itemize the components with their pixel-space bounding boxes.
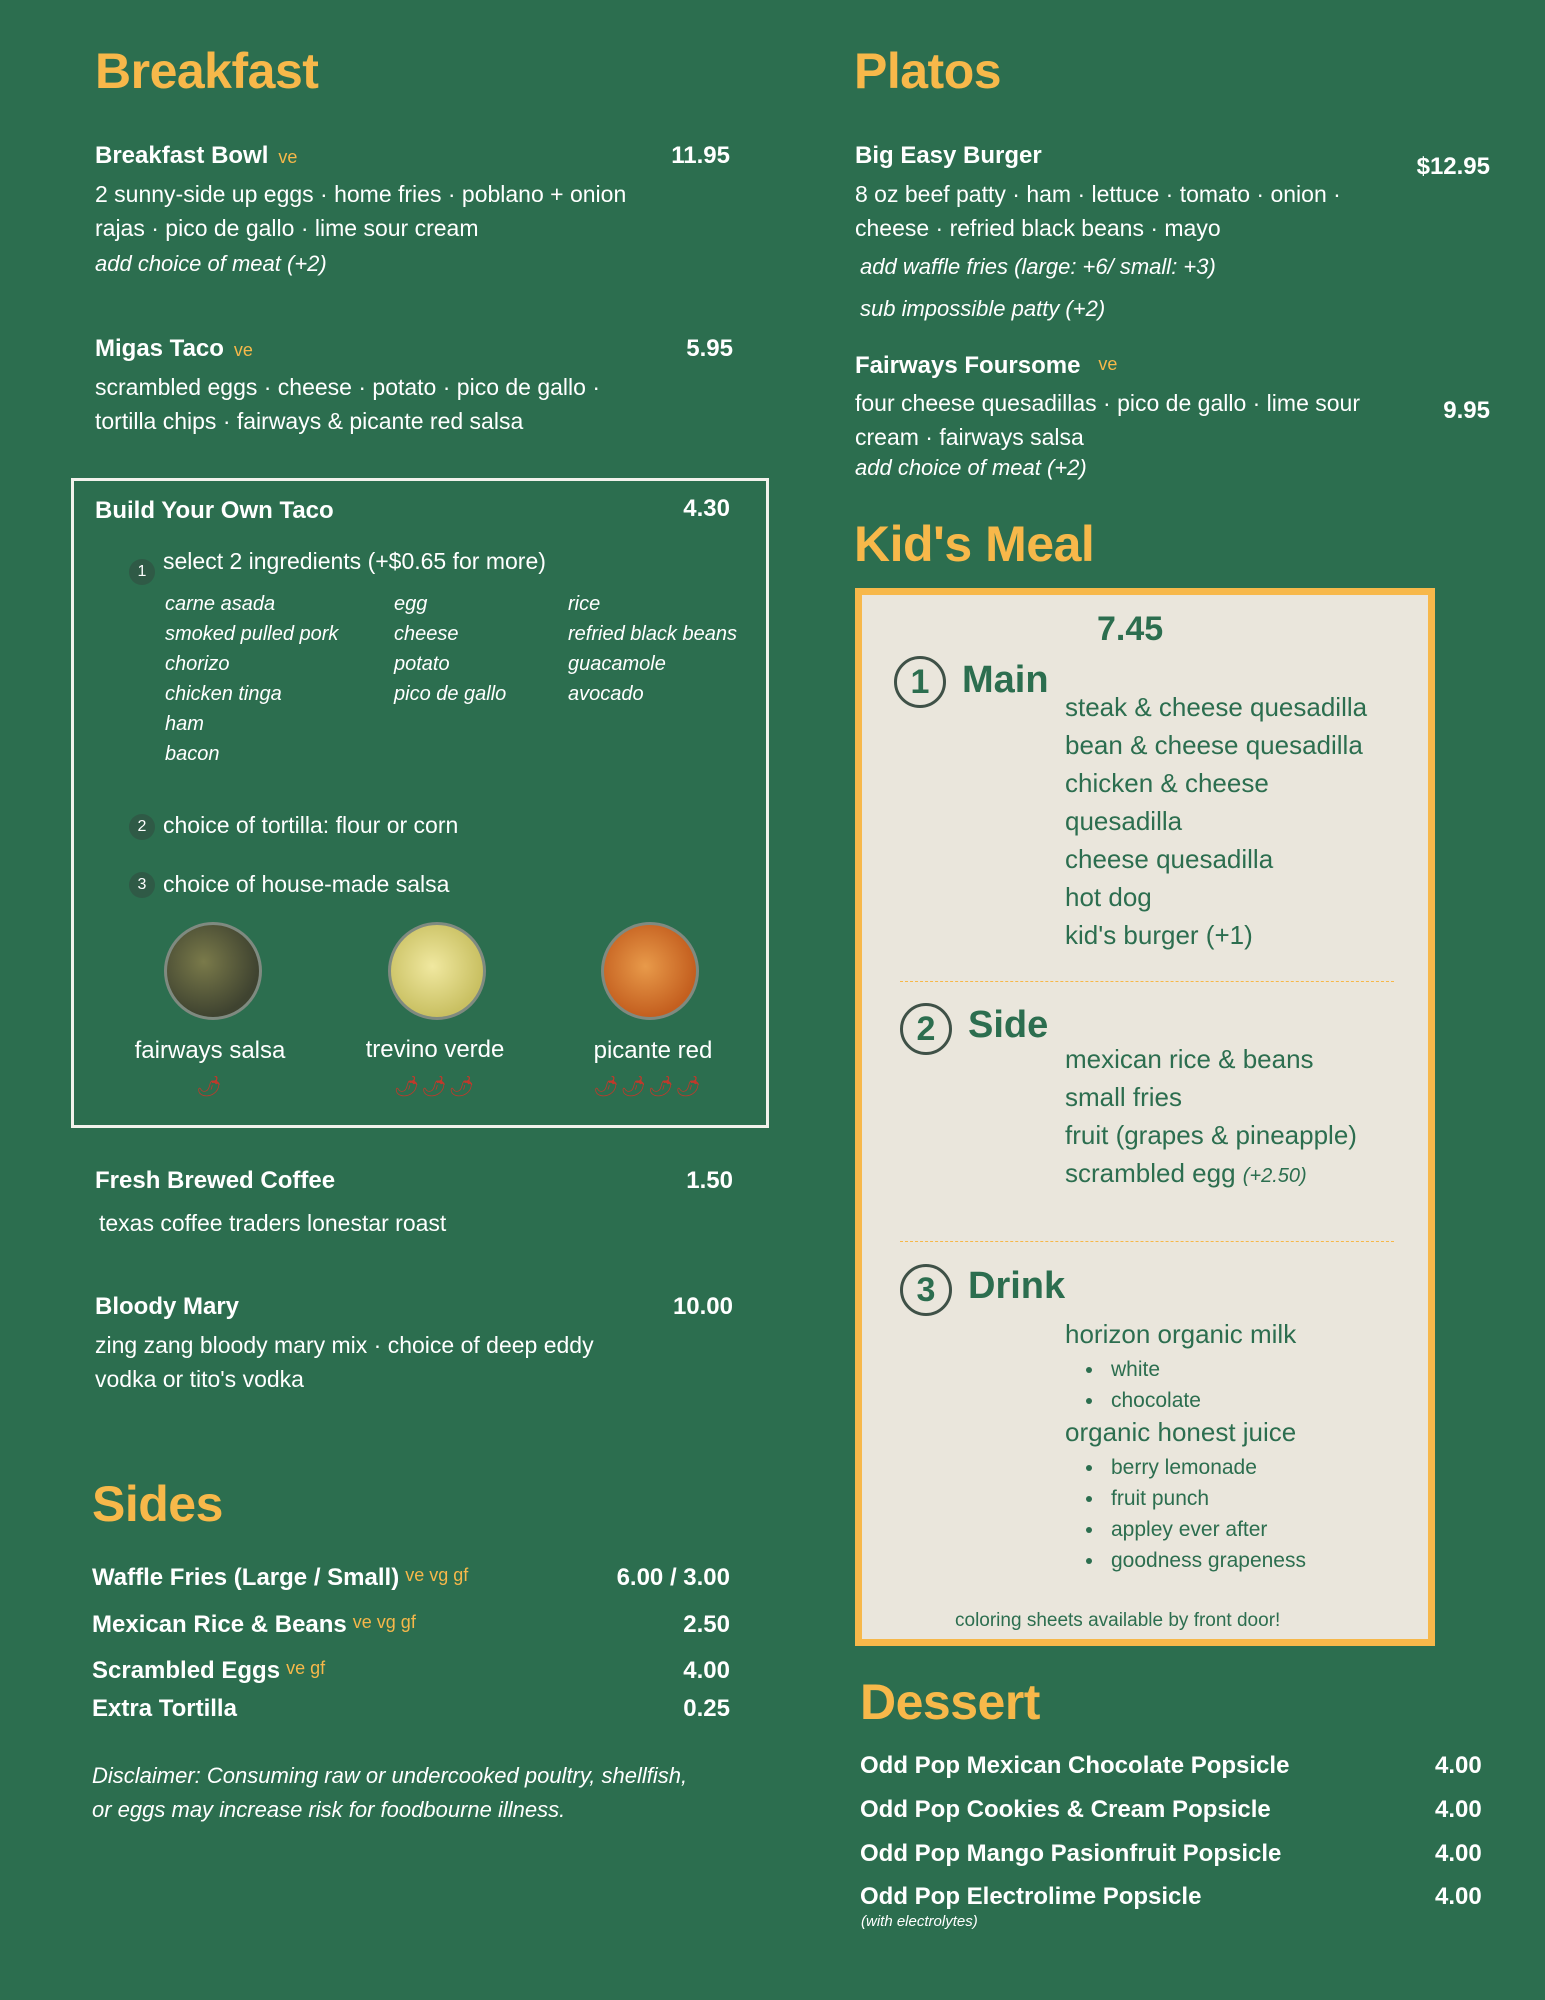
electrolime-note: (with electrolytes) <box>861 1913 978 1930</box>
list-item: kid's burger (+1) <box>1065 920 1253 950</box>
list-item: • white <box>1105 1354 1201 1385</box>
kids-main-number: 1 <box>894 656 946 708</box>
disclaimer: Disclaimer: Consuming raw or undercooked poultry, shellfish, or eggs may increase risk for foodbourne illness. <box>92 1763 688 1822</box>
byo-taco-price: 4.30 <box>683 495 730 522</box>
step-2-badge: 2 <box>129 814 155 840</box>
list-item: • appley ever after <box>1105 1514 1306 1545</box>
dessert-item-price: 4.00 <box>1435 1796 1482 1823</box>
kids-drink-number: 3 <box>900 1264 952 1316</box>
list-item-label: scrambled egg <box>1065 1158 1236 1188</box>
side-item-label: Extra Tortilla <box>92 1695 237 1722</box>
ingredient-item: guacamole <box>568 653 666 675</box>
platos-title: Platos <box>854 43 1002 99</box>
kids-meal-price: 7.45 <box>1097 610 1164 648</box>
dessert-item-price: 4.00 <box>1435 1752 1482 1779</box>
breakfast-bowl-label: Breakfast Bowl <box>95 142 269 169</box>
ingredient-item: smoked pulled pork <box>165 623 339 645</box>
picante-heat-peppers: 🌶🌶🌶🌶 <box>593 1076 703 1098</box>
fairways-foursome-name <box>855 352 1117 380</box>
ingredients-extras <box>568 589 737 709</box>
step-1-badge: 1 <box>129 559 155 585</box>
side-item-label: Waffle Fries (Large / Small) <box>92 1564 400 1591</box>
coffee-desc: texas coffee traders lonestar roast <box>99 1210 447 1236</box>
big-easy-burger-price: $12.95 <box>1416 153 1490 180</box>
big-easy-burger-desc: 8 oz beef patty · ham · lettuce · tomato · onion · cheese · refried black beans · mayo <box>855 181 1341 241</box>
breakfast-bowl-price: 11.95 <box>671 142 730 169</box>
side-item <box>92 1695 237 1723</box>
step-2-text: choice of tortilla: flour or corn <box>163 812 459 838</box>
list-item: mexican rice & beans <box>1065 1044 1314 1074</box>
side-item <box>92 1611 416 1639</box>
migas-taco-desc: scrambled eggs · cheese · potato · pico de gallo · tortilla chips · fairways & picante red salsa <box>95 374 600 434</box>
byo-taco-name: Build Your Own Taco <box>95 497 334 524</box>
coffee-price: 1.50 <box>686 1167 733 1194</box>
migas-taco-tag: ve <box>233 340 253 360</box>
kids-juice-list <box>1065 1452 1306 1576</box>
side-item-price: 6.00 / 3.00 <box>616 1564 730 1591</box>
picante-red-label: picante red <box>593 1037 713 1064</box>
picante-red-image <box>601 922 699 1020</box>
dessert-item: Odd Pop Electrolime Popsicle <box>860 1883 1202 1910</box>
list-item <box>1065 1154 1357 1195</box>
list-item: • goodness grapeness <box>1105 1545 1306 1576</box>
big-easy-burger-name: Big Easy Burger <box>855 142 1042 169</box>
list-item: fruit (grapes & pineapple) <box>1065 1120 1357 1150</box>
build-your-own-taco-box <box>71 478 769 1128</box>
side-item-tag: ve vg gf <box>352 1612 416 1632</box>
fairways-foursome-price: 9.95 <box>1443 397 1490 424</box>
bloody-mary-desc: zing zang bloody mary mix · choice of deep eddy vodka or tito's vodka <box>95 1332 594 1392</box>
side-item-label: Scrambled Eggs <box>92 1657 281 1684</box>
kids-side-list <box>1065 1040 1357 1195</box>
side-item-price: 2.50 <box>683 1611 730 1638</box>
side-item-tag: ve gf <box>286 1658 326 1678</box>
coffee-name: Fresh Brewed Coffee <box>95 1167 336 1194</box>
breakfast-bowl-name <box>95 142 297 170</box>
list-item-note: (+2.50) <box>1242 1165 1307 1187</box>
ingredient-item: carne asada <box>165 593 276 615</box>
list-item: quesadilla <box>1065 806 1183 836</box>
kids-milk-list <box>1065 1354 1201 1416</box>
dessert-item: Odd Pop Mango Pasionfruit Popsicle <box>860 1840 1282 1867</box>
kids-side-number: 2 <box>900 1003 952 1055</box>
ingredient-item: potato <box>394 653 450 675</box>
ingredient-item: rice <box>568 593 601 615</box>
bloody-mary-price: 10.00 <box>672 1293 733 1320</box>
breakfast-bowl-note: add choice of meat (+2) <box>95 251 327 276</box>
kids-drink-heading: Drink <box>968 1265 1066 1307</box>
step-3-badge: 3 <box>129 872 155 898</box>
dessert-item: Odd Pop Mexican Chocolate Popsicle <box>860 1752 1290 1779</box>
breakfast-bowl-tag: ve <box>278 147 298 167</box>
list-item: bean & cheese quesadilla <box>1065 730 1363 760</box>
sides-title: Sides <box>92 1476 223 1532</box>
list-item: • fruit punch <box>1105 1483 1306 1514</box>
breakfast-title: Breakfast <box>95 43 319 99</box>
trevino-heat-peppers: 🌶🌶🌶 <box>393 1076 477 1098</box>
side-item-label: Mexican Rice & Beans <box>92 1611 347 1638</box>
step-3-text: choice of house-made salsa <box>163 871 450 897</box>
list-item: cheese quesadilla <box>1065 844 1274 874</box>
fairways-heat-peppers: 🌶 <box>196 1076 224 1098</box>
list-item: • berry lemonade <box>1105 1452 1306 1483</box>
list-item: steak & cheese quesadilla <box>1065 692 1368 722</box>
dessert-item-price: 4.00 <box>1435 1883 1482 1910</box>
big-easy-burger-note-patty: sub impossible patty (+2) <box>860 296 1106 321</box>
ingredient-item: refried black beans <box>568 623 737 645</box>
kids-main-list <box>1065 688 1367 954</box>
side-item-tag: ve vg gf <box>405 1565 469 1585</box>
ingredients-meats <box>165 589 338 769</box>
ingredient-item: egg <box>394 593 428 615</box>
kids-footer-note: coloring sheets available by front door! <box>955 1610 1281 1631</box>
side-item <box>92 1564 468 1592</box>
ingredient-item: chorizo <box>165 653 230 675</box>
kids-juice-heading: organic honest juice <box>1065 1417 1297 1447</box>
fairways-foursome-desc: four cheese quesadillas · pico de gallo · lime sour cream · fairways salsa <box>855 390 1360 450</box>
fairways-foursome-label: Fairways Foursome <box>855 352 1081 379</box>
migas-taco-name <box>95 335 253 363</box>
kids-milk-heading: horizon organic milk <box>1065 1319 1297 1349</box>
ingredient-item: cheese <box>394 623 459 645</box>
dessert-item-price: 4.00 <box>1435 1840 1482 1867</box>
list-item: • chocolate <box>1105 1385 1201 1416</box>
kids-divider <box>900 1241 1394 1242</box>
fairways-foursome-tag: ve <box>1098 354 1118 374</box>
dessert-title: Dessert <box>860 1674 1040 1730</box>
trevino-verde-image <box>388 922 486 1020</box>
bloody-mary-name: Bloody Mary <box>95 1293 240 1320</box>
side-item-price: 4.00 <box>683 1657 730 1684</box>
list-item: chicken & cheese <box>1065 768 1269 798</box>
kids-side-heading: Side <box>968 1004 1049 1046</box>
fairways-foursome-note: add choice of meat (+2) <box>855 455 1087 480</box>
kids-divider <box>900 981 1394 982</box>
ingredients-basics <box>394 589 506 709</box>
ingredient-item: avocado <box>568 683 644 705</box>
breakfast-bowl-desc: 2 sunny-side up eggs · home fries · poblano + onion rajas · pico de gallo · lime sour cream <box>95 181 627 241</box>
big-easy-burger-note-fries: add waffle fries (large: +6/ small: +3) <box>860 254 1216 279</box>
list-item: hot dog <box>1065 882 1152 912</box>
ingredient-item: chicken tinga <box>165 683 282 705</box>
migas-taco-label: Migas Taco <box>95 335 224 362</box>
list-item: small fries <box>1065 1082 1183 1112</box>
side-item-price: 0.25 <box>683 1695 730 1722</box>
trevino-verde-label: trevino verde <box>365 1036 505 1063</box>
kids-main-heading: Main <box>962 659 1049 701</box>
ingredient-item: pico de gallo <box>394 683 507 705</box>
side-item <box>92 1657 325 1685</box>
step-1-text: select 2 ingredients (+$0.65 for more) <box>163 548 546 574</box>
fairways-salsa-label: fairways salsa <box>134 1037 286 1064</box>
ingredient-item: bacon <box>165 743 220 765</box>
fairways-salsa-image <box>164 922 262 1020</box>
migas-taco-price: 5.95 <box>686 335 733 362</box>
ingredient-item: ham <box>165 713 204 735</box>
kids-meal-title: Kid's Meal <box>854 516 1095 572</box>
dessert-item: Odd Pop Cookies & Cream Popsicle <box>860 1796 1271 1823</box>
